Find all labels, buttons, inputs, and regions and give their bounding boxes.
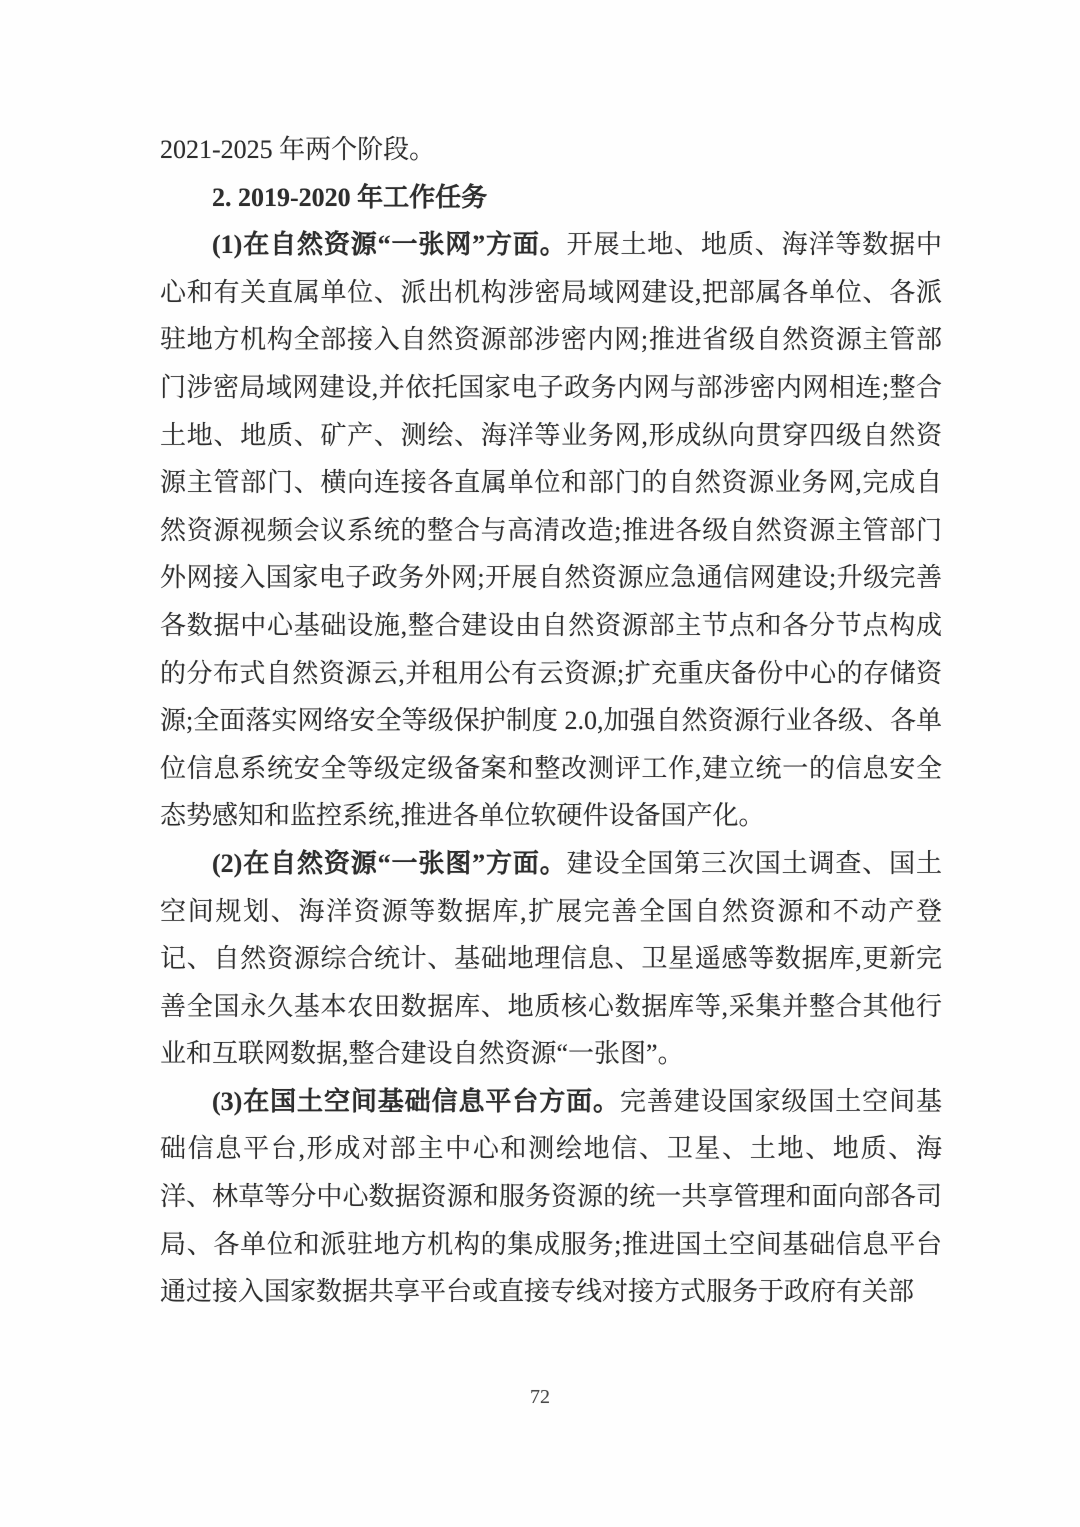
paragraph-lead: (2)在自然资源“一张图”方面。 [212, 848, 567, 878]
paragraph-lead: (3)在国土空间基础信息平台方面。 [212, 1086, 620, 1116]
paragraph-text: 建设全国第三次国土调查、国土空间规划、海洋资源等数据库,扩展完善全国自然资源和不动产登记、自然资源综合统计、基础地理信息、卫星遥感等数据库,更新完善全国永久基本农田数据库、地质核心数据库等,采集并整合其他行业和互联网数据,整合建设自然资源“一张图”。 [160, 848, 942, 1069]
paragraph-text: 2021-2025 年两个阶段。 [160, 135, 436, 164]
heading-work-tasks [160, 174, 942, 222]
para-item-1 [160, 221, 942, 840]
page-number: 72 [530, 1386, 550, 1408]
paragraph-text: 完善建设国家级国土空间基础信息平台,形成对部主中心和测绘地信、卫星、土地、地质、海洋、林草等分中心数据资源和服务资源的统一共享管理和面向部各司局、各单位和派驻地方机构的集成服务;推进国土空间基础信息平台通过接入国家数据共享平台或直接专线对接方式服务于政府有关部 [160, 1086, 942, 1307]
para-item-3 [160, 1078, 942, 1316]
document-body [160, 126, 942, 1316]
para-continuation [160, 126, 942, 174]
paragraph-lead: (1)在自然资源“一张网”方面。 [212, 230, 567, 260]
para-item-2 [160, 840, 942, 1078]
paragraph-lead: 2. 2019-2020 年工作任务 [212, 182, 488, 212]
paragraph-text: 开展土地、地质、海洋等数据中心和有关直属单位、派出机构涉密局域网建设,把部属各单位、各派驻地方机构全部接入自然资源部涉密内网;推进省级自然资源主管部门涉密局域网建设,并依托国家电子政务内网与部涉密内网相连;整合土地、地质、矿产、测绘、海洋等业务网,形成纵向贯穿四级自然资源主管部门、横向连接各直属单位和部门的自然资源业务网,完成自然资源视频会议系统的整合与高清改造;推进各级自然资源主管部门外网接入国家电子政务外网;开展自然资源应急通信网建设;升级完善各数据中心基础设施,整合建设由自然资源部主节点和各分节点构成的分布式自然资源云,并租用公有云资源;扩充重庆备份中心的存储资源;全面落实网络安全等级保护制度 2.0,加强自然资源行业各级、各单位信息系统安全等级定级备案和整改测评工作,建立统一的信息安全态势感知和监控系统,推进各单位软硬件设备国产化。 [160, 230, 942, 831]
